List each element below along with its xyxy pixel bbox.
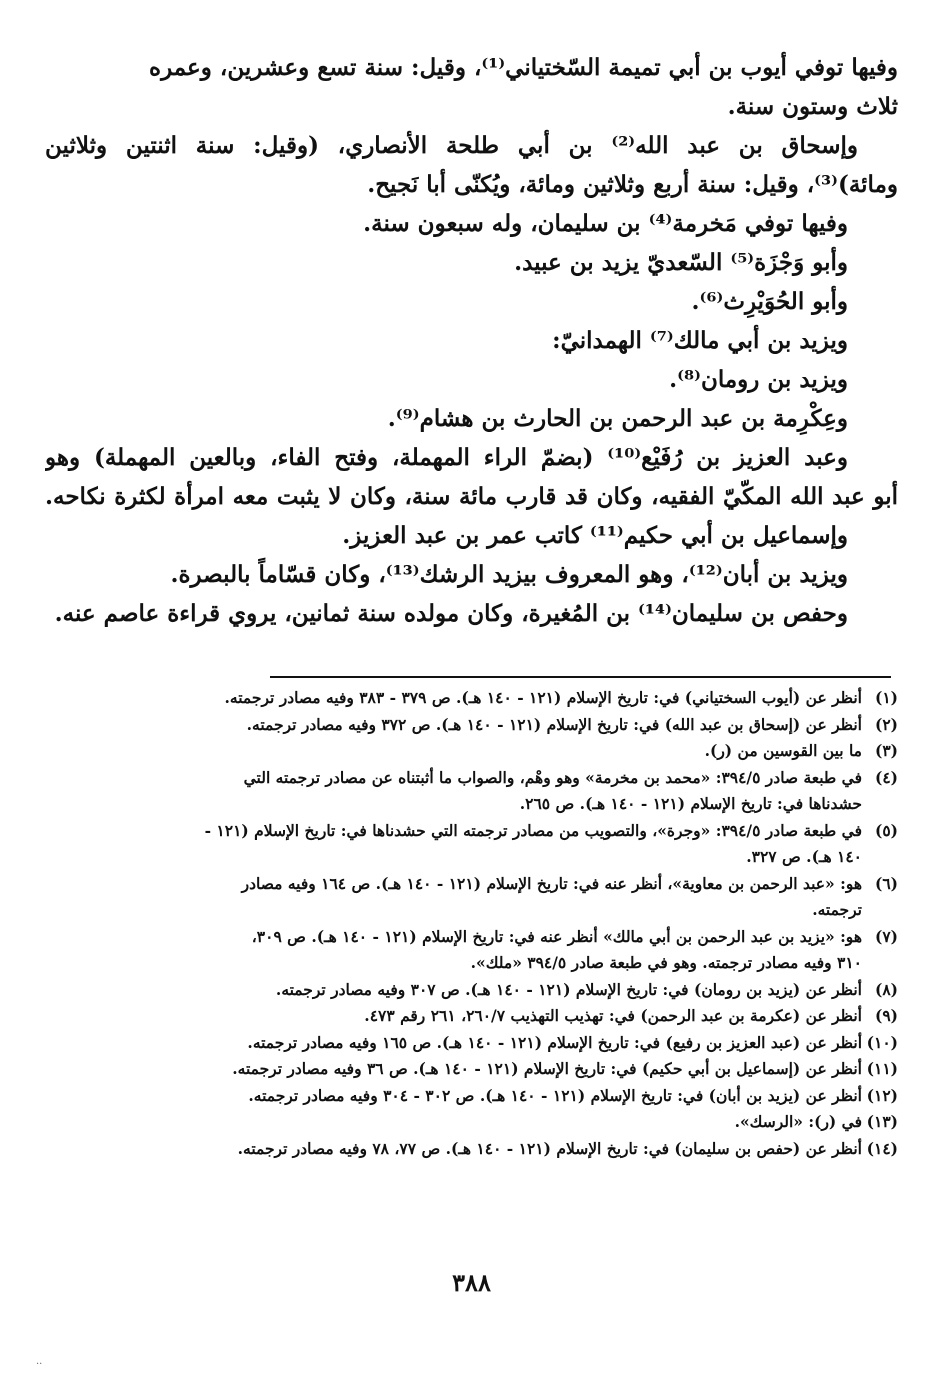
body-line: وفيها توفي أيوب بن أبي تميمة السّختياني⁽¹⁾، وقيل: سنة تسع وعشرين، وعمره	[149, 54, 898, 81]
footnote-text: حشدناها في: تاريخ الإسلام (١٢١ - ١٤٠ هـ). ص ٢٦٥.	[519, 794, 862, 813]
footnote-text: ١٤٠ هـ). ص ٣٢٧.	[746, 847, 862, 866]
footnote-text: ترجمته.	[812, 900, 862, 919]
footnote-text: ما بين القوسين من (ر).	[704, 741, 862, 760]
footnote-number: (٩)	[874, 1006, 898, 1025]
footnote-number: (١٣)	[866, 1112, 898, 1131]
body-line: وحفص بن سليمان⁽¹⁴⁾ بن المُغيرة، وكان مولده سنة ثمانين، يروي قراءة عاصم عنه.	[54, 600, 848, 627]
footnote-text: أنظر عن (إسماعيل بن أبي حكيم) في: تاريخ الإسلام (١٢١ - ١٤٠ هـ). ص ٣٦ وفيه مصادر ترجمته.	[232, 1059, 862, 1078]
footnote	[45, 977, 898, 1004]
body-line: وإسماعيل بن أبي حكيم⁽¹¹⁾ كاتب عمر بن عبد العزيز.	[342, 522, 848, 549]
body-line: وإسحاق بن عبد الله⁽²⁾ بن أبي طلحة الأنصاري، (وقيل: سنة اثنتين وثلاثين	[45, 132, 858, 159]
body-line: ومائة)⁽³⁾، وقيل: سنة أربع وثلاثين ومائة، ويُكنّى أبا نَجيح.	[367, 171, 898, 198]
footnote-number: (١٢)	[866, 1085, 898, 1105]
footnote	[45, 712, 898, 739]
footnote-text: أنظر عن (أيوب السختياني) في: تاريخ الإسلام (١٢١ - ١٤٠ هـ). ص ٣٧٩ - ٣٨٣ وفيه مصادر ترجمته.	[224, 688, 862, 707]
footnote-number: (١٤)	[866, 1138, 898, 1158]
footnote-text: أنظر عن (عبد العزيز بن رفيع) في: تاريخ الإسلام (١٢١ - ١٤٠ هـ). ص ١٦٥ وفيه مصادر ترجمته.	[247, 1032, 862, 1052]
body-line: ويزيد بن أبان⁽¹²⁾، وهو المعروف بيزيد الرشك⁽¹³⁾، وكان قسّاماً بالبصرة.	[170, 561, 848, 588]
body-text	[45, 48, 898, 633]
footnote-number: (٧)	[874, 926, 898, 946]
footnote	[45, 1056, 898, 1083]
footnote-text: أنظر عن (يزيد بن أبان) في: تاريخ الإسلام (١٢١ - ١٤٠ هـ). ص ٣٠٢ - ٣٠٤ وفيه مصادر ترجمته.	[248, 1085, 862, 1105]
body-line: وعبد العزيز بن رُفَيْع⁽¹⁰⁾ (بضمّ الراء المهملة، وفتح الفاء، وبالعين المهملة) وهو	[45, 444, 848, 471]
footnote-continuation	[45, 897, 898, 924]
body-line: وعِكْرِمة بن عبد الرحمن بن الحارث بن هشام⁽⁹⁾.	[387, 405, 848, 432]
footnote-number: (١٠)	[866, 1032, 898, 1052]
footnote	[45, 924, 898, 951]
footnote	[45, 685, 898, 712]
footnote	[45, 1109, 898, 1136]
footnote	[45, 1083, 898, 1110]
footnote-text: في (ر): «الرسك».	[734, 1112, 862, 1131]
footnote-number: (٢)	[874, 714, 898, 734]
footnote	[45, 871, 898, 898]
footnote-continuation	[45, 950, 898, 977]
footnote-text: هو: «عبد الرحمن بن معاوية»، أنظر عنه في: تاريخ الإسلام (١٢١ - ١٤٠ هـ). ص ١٦٤ وفيه مصادر	[241, 873, 862, 893]
footnote-text: في طبعة صادر ٣٩٤/٥: «محمد بن مخرمة» وهو وهْم، والصواب ما أثبتناه عن مصادر ترجمته التي	[243, 767, 862, 787]
body-line: ويزيد بن أبي مالك⁽⁷⁾ الهمدانيّ:	[552, 327, 848, 354]
footnote-text: هو: «يزيد بن عبد الرحمن بن أبي مالك» أنظر عنه في: تاريخ الإسلام (١٢١ - ١٤٠ هـ). ص ٣٠٩،	[251, 926, 862, 946]
footnote	[45, 738, 898, 765]
footnotes	[45, 685, 898, 1162]
footnote-text: أنظر عن (عكرمة بن عبد الرحمن) في: تهذيب التهذيب ٢٦٠/٧، ٢٦١ رقم ٤٧٣.	[364, 1006, 862, 1025]
footnote-number: (٨)	[874, 979, 898, 999]
footnote-number: (١١)	[866, 1059, 898, 1078]
body-line: وأبو الحُوَيْرِث⁽⁶⁾.	[691, 288, 848, 315]
footnote-text: ٣١٠ وفيه مصادر ترجمته. وهو في طبعة صادر ٣٩٤/٥ «ملك».	[470, 953, 862, 972]
footnote-number: (٥)	[874, 820, 898, 840]
footnote	[45, 1136, 898, 1163]
body-line: وفيها توفي مَخرمة⁽⁴⁾ بن سليمان، وله سبعون سنة.	[363, 210, 848, 237]
footnote-text: أنظر عن (إسحاق بن عبد الله) في: تاريخ الإسلام (١٢١ - ١٤٠ هـ). ص ٣٧٢ وفيه مصادر ترجمته.	[246, 714, 862, 734]
footnote-text: أنظر عن (يزيد بن رومان) في: تاريخ الإسلام (١٢١ - ١٤٠ هـ). ص ٣٠٧ وفيه مصادر ترجمته.	[275, 979, 862, 999]
footnote-number: (٤)	[874, 767, 898, 787]
footnote-continuation	[45, 791, 898, 818]
corner-mark: ..	[36, 1356, 43, 1367]
footnote-continuation	[45, 844, 898, 871]
footnote	[45, 1030, 898, 1057]
footnote-text: أنظر عن (حفص بن سليمان) في: تاريخ الإسلام (١٢١ - ١٤٠ هـ). ص ٧٧، ٧٨ وفيه مصادر ترجمته.	[237, 1138, 862, 1158]
page-number: ٣٨٨	[452, 1268, 491, 1297]
footnote-number: (١)	[874, 688, 898, 707]
footnote-number: (٣)	[874, 741, 898, 760]
footnote	[45, 1003, 898, 1030]
body-line: ويزيد بن رومان⁽⁸⁾.	[669, 366, 848, 393]
footnote	[45, 765, 898, 792]
footnote-divider	[270, 676, 891, 678]
body-line: وأبو وَجْزَة⁽⁵⁾ السّعديّ يزيد بن عبيد.	[514, 249, 848, 276]
footnote-text: في طبعة صادر ٣٩٤/٥: «وجرة»، والتصويب من مصادر ترجمته التي حشدناها في: تاريخ الإسلام (١٢١ -	[204, 820, 862, 840]
footnote	[45, 818, 898, 845]
body-line: أبو عبد الله المكّيّ الفقيه، وكان قد قارب مائة سنة، وكان لا يثبت معه امرأة لكثرة نكاحه.	[45, 483, 898, 510]
footnote-number: (٦)	[874, 873, 898, 893]
body-line: ثلاث وستون سنة.	[727, 93, 898, 120]
